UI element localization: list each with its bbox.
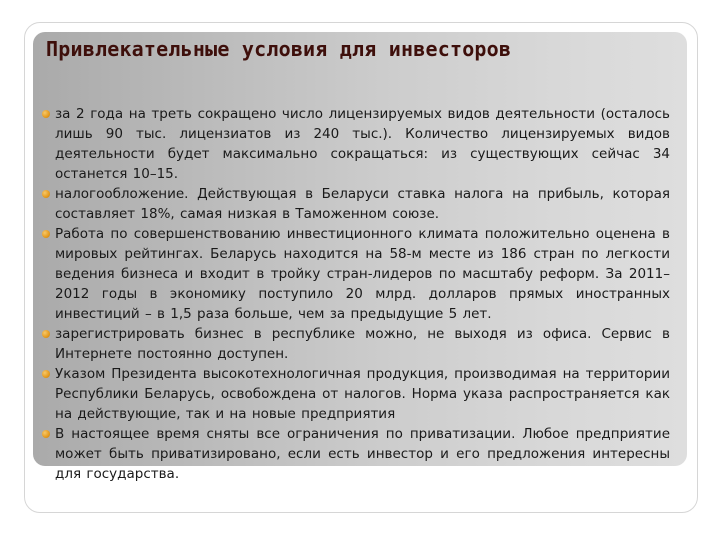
bullet-text: Работа по совершенствованию инвестиционного климата положительно оценена в мировых рейтингах. Беларусь находится на 58-м месте из 186 стран по легкости ведения бизнеса и входит в тройку стран-лидеров по масштабу реформ. За 2011–2012 годы в экономику поступило 20 млрд. долларов прямых иностранных инвестиций – в 1,5 раза больше, чем за предыдущие 5 лет. [55, 226, 670, 322]
bullet-item-taxation [55, 184, 670, 224]
bullet-icon [42, 370, 50, 378]
bullet-icon [42, 110, 50, 118]
bullet-list [55, 104, 670, 484]
bullet-text: В настоящее время сняты все ограничения по приватизации. Любое предприятие может быть приватизировано, если есть инвестор и его предложения интересны для государства. [55, 426, 670, 482]
bullet-item-licensing [55, 104, 670, 184]
bullet-text: зарегистрировать бизнес в республике можно, не выходя из офиса. Сервис в Интернете постоянно доступен. [55, 326, 670, 362]
bullet-item-privatization [55, 424, 670, 484]
bullet-text: налогообложение. Действующая в Беларуси ставка налога на прибыль, которая составляет 18%, самая низкая в Таможенном союзе. [55, 186, 670, 222]
bullet-icon [42, 330, 50, 338]
bullet-icon [42, 430, 50, 438]
bullet-item-hightech [55, 364, 670, 424]
bullet-item-registration [55, 324, 670, 364]
bullet-icon [42, 190, 50, 198]
bullet-item-ratings [55, 224, 670, 324]
bullet-text: Указом Президента высокотехнологичная продукция, производимая на территории Республики Беларусь, освобождена от налогов. Норма указа распространяется как на действующие, так и на новые предприятия [55, 366, 670, 422]
bullet-icon [42, 230, 50, 238]
slide-title: Привлекательные условия для инвесторов [46, 37, 512, 61]
bullet-text: за 2 года на треть сокращено число лицензируемых видов деятельности (осталось лишь 90 тыс. лицензиатов из 240 тыс.). Количество лицензируемых видов деятельности будет максимально сокращаться: из существующих сейчас 34 останется 10–15. [55, 106, 670, 182]
